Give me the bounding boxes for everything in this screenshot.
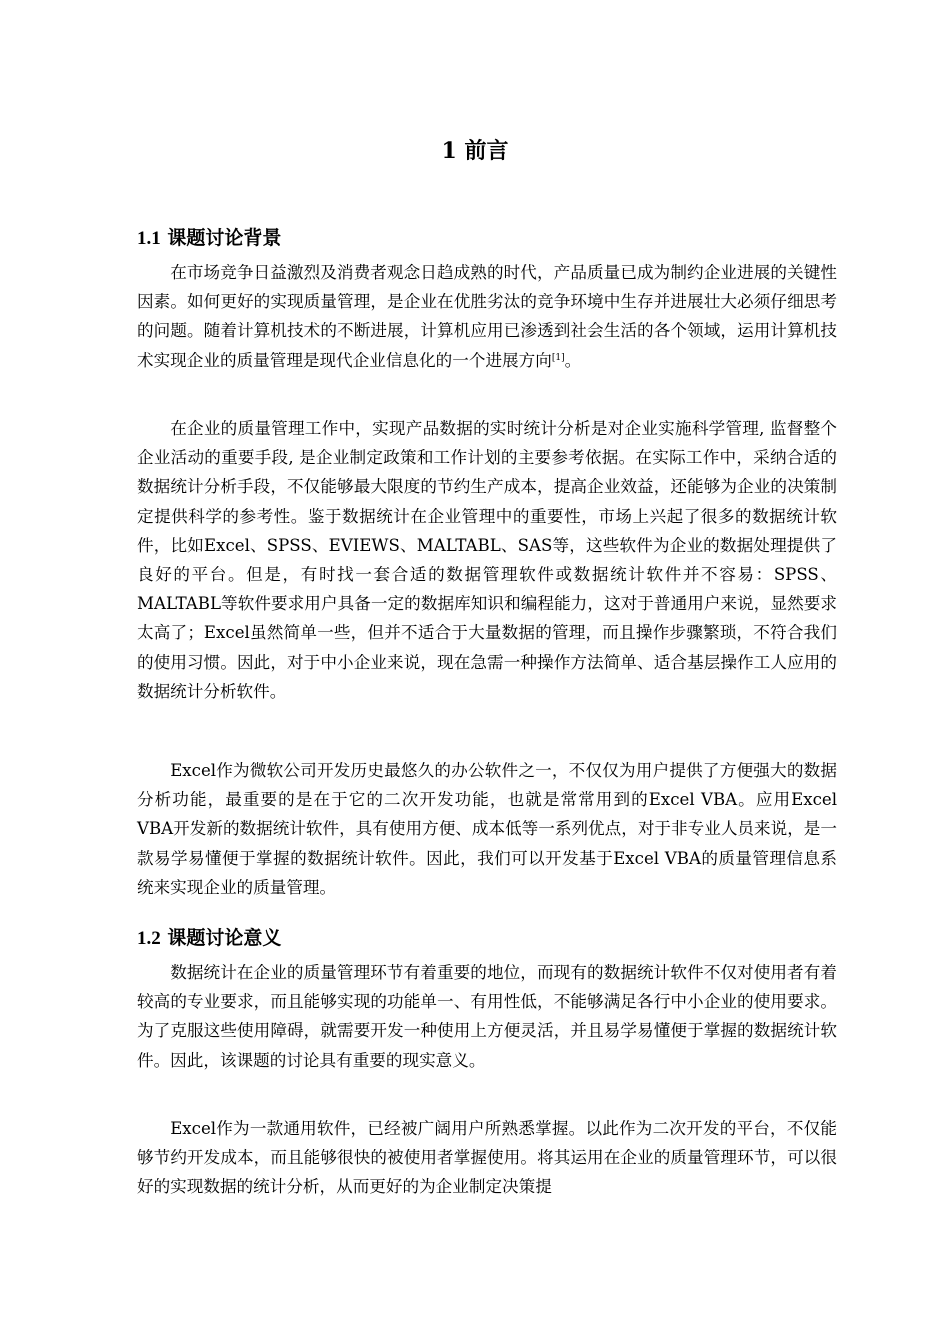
citation-ref: [1] <box>551 352 565 363</box>
section-title: 课题讨论背景 <box>160 227 282 249</box>
paragraph: Excel作为微软公司开发历史最悠久的办公软件之一，不仅仅为用户提供了方便强大的数据分析功能，最重要的是在于它的二次开发功能，也就是常常用到的Excel VBA。应用Excel VBA开发新的数据统计软件，具有使用方便、成本低等一系列优点，对于非专业人员来说，是一款易学易懂便于掌握的数据统计软件。因此，我们可以开发基于Excel VBA的质量管理信息系统来实现企业的质量管理。 <box>137 761 837 897</box>
paragraph: Excel作为一款通用软件，已经被广阔用户所熟悉掌握。以此作为二次开发的平台，不仅能够节约开发成本，而且能够很快的被使用者掌握使用。将其运用在企业的质量管理环节，可以很好的实现数据的统计分析，从而更好的为企业制定决策提 <box>137 1119 837 1197</box>
section-title: 课题讨论意义 <box>160 927 282 949</box>
section-number: 1.1 <box>137 228 161 249</box>
paragraph: 在企业的质量管理工作中，实现产品数据的实时统计分析是对企业实施科学管理, 监督整个企业活动的重要手段, 是企业制定政策和工作计划的主要参考依据。在实际工作中，采纳合适的数据统计分析手段，不仅能够最大限度的节约生产成本，提高企业效益，还能够为企业的决策制定提供科学的参考性。鉴于数据统计在企业管理中的重要性，市场上兴起了很多的数据统计软件，比如Excel、SPSS、EVIEWS、MALTABL、SAS等，这些软件为企业的数据处理提供了良好的平台。但是，有时找一套合适的数据管理软件或数据统计软件并不容易：SPSS、MALTABL等软件要求用户具备一定的数据库知识和编程能力，这对于普通用户来说，显然要求太高了；Excel虽然简单一些，但并不适合于大量数据的管理，而且操作步骤繁琐，不符合我们的使用习惯。因此，对于中小企业来说，现在急需一种操作方法简单、适合基层操作工人应用的数据统计分析软件。 <box>137 419 837 701</box>
paragraph-text: 在市场竞争日益激烈及消费者观念日趋成熟的时代，产品质量已成为制约企业进展的关键性因素。如何更好的实现质量管理，是企业在优胜劣汰的竞争环境中生存并进展壮大必须仔细思考的问题。随着计算机技术的不断进展，计算机应用已渗透到社会生活的各个领域，运用计算机技术实现企业的质量管理是现代企业信息化的一个进展方向 <box>137 263 837 370</box>
paragraph <box>137 258 837 375</box>
section-heading-1-1 <box>137 224 837 253</box>
section-number: 1.2 <box>137 928 161 949</box>
section-heading-1-2 <box>137 924 837 953</box>
chapter-title: 1 前言 <box>441 138 509 164</box>
paragraph-tail: 。 <box>564 350 582 370</box>
paragraph: 数据统计在企业的质量管理环节有着重要的地位，而现有的数据统计软件不仅对使用者有着较高的专业要求，而且能够实现的功能单一、有用性低，不能够满足各行中小企业的使用要求。为了克服这些使用障碍，就需要开发一种使用上方便灵活，并且易学易懂便于掌握的数据统计软件。因此，该课题的讨论具有重要的现实意义。 <box>137 963 837 1070</box>
